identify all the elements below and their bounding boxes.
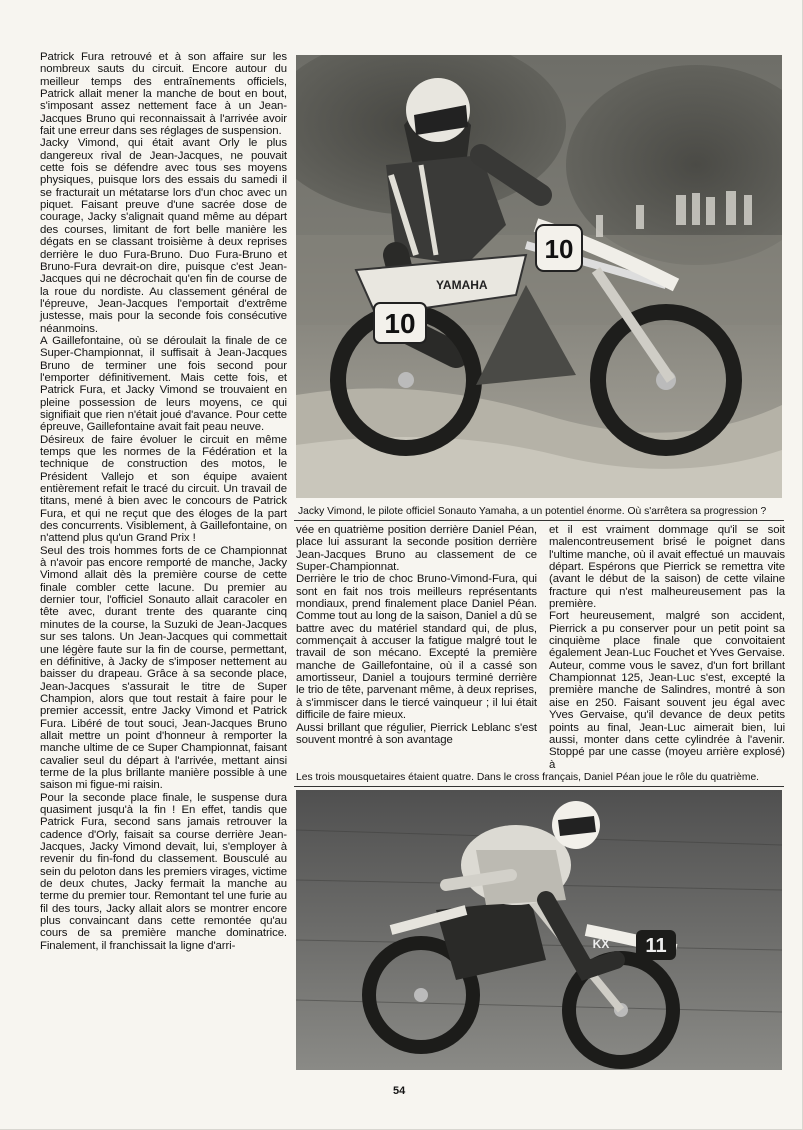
photo-motocross-jump <box>296 55 782 498</box>
photo-motocross-rider-image <box>296 790 782 1070</box>
paragraph: Aussi brillant que régulier, Pierrick Leblanc s'est souvent montré à son avantage <box>296 721 537 746</box>
divider-line <box>294 786 784 787</box>
photo-motocross-rider <box>296 790 782 1070</box>
page-number: 54 <box>393 1085 406 1097</box>
paragraph: Pour la seconde place finale, le suspense dura quasiment jusqu'à la fin ! En effet, tandis que Patrick Fura, second sans jamais retrouver la cadence d'Orly, faisait sa course derrière Jean-Jacques, Jacky Vimond devait, lui, s'employer à revenir du fin-fond du classement. Bousculé au sein du peloton dans les premiers virages, victime de deux chutes, Jacky fermait la manche au terme du premier tour. Remontant tel une furie au fil des tours, Jacky allait alors se montrer encore plus convaincant dans cette remontée qu'au cours de sa première manche dominatrice. Finalement, il franchissait la ligne d'arri- <box>40 791 287 952</box>
paragraph: Derrière le trio de choc Bruno-Vimond-Fura, qui sont en fait nos trois meilleurs représentants mondiaux, prend finalement place Daniel Péan. Comme tout au long de la saison, Daniel a dû se battre avec du matériel standard qui, de plus, commençait à accuser la fatigue malgré tout le travail de son mécano. Excepté la première manche de Gaillefontaine, où il a cassé son amortisseur, Daniel a toujours terminé derrière le trio de tête, parvenant même, à deux reprises, à s'immiscer dans le tiercé vainqueur ; il lui était difficile de faire mieux. <box>296 573 537 722</box>
divider-line <box>294 520 784 521</box>
plate-number-side: 10 <box>384 308 416 339</box>
bike-brand-label: YAMAHA <box>436 278 488 292</box>
paragraph: vée en quatrième position derrière Daniel Péan, place lui assurant la seconde position derrière Jean-Jacques Bruno au classement de ce Super-Championnat. <box>296 524 537 574</box>
text-column-middle <box>296 524 537 746</box>
plate-number-bottom: 11 <box>645 935 667 957</box>
paragraph: Patrick Fura retrouvé et à son affaire sur les nombreux sauts du circuit. Encore autour du meilleur temps des entraînements officiels, Patrick allait mener la manche de bout en bout, s'imposant assez nettement face à un Jean-Jacques Bruno qui reconnaissait à l'arrivée avoir fait une erreur dans ses réglages de suspension. <box>40 51 287 138</box>
photo-caption-bottom: Les trois mousquetaires étaient quatre. Dans le cross français, Daniel Péan joue le rôle du quatrième. <box>296 772 760 783</box>
paragraph: et il est vraiment dommage qu'il se soit malencontreusement brisé le poignet dans l'ultime manche, où il avait effectué un mauvais départ. Espérons que Pierrick se remettra vite (avant le début de la saison) de cette vilaine fracture qui n'est malheureusement pas la première. <box>549 524 785 611</box>
plate-prefix: KX <box>592 937 610 951</box>
text-column-left <box>40 51 287 952</box>
paragraph: Seul des trois hommes forts de ce Championnat à n'avoir pas encore remporté de manche, Jacky Vimond allait dès la première course de cette finale combler cette lacune. Du premier au dernier tour, l'officiel Sonauto allait caracoler en tête avec, durant trente des quarante cinq minutes de la course, la Suzuki de Jean-Jacques sur ses talons. Un Jean-Jacques qui commettait une légère faute sur la fin de course, permettant, en définitive, à Jacky de s'imposer nettement au baisser du drapeau. Grâce à sa seconde place, Jean-Jacques s'assurait le titre de Super Champion, alors que tout restait à faire pour le premier accessit, entre Jacky Vimond et Patrick Fura. Libéré de tout souci, Jean-Jacques Bruno allait mettre un point d'honneur à remporter la manche ultime de ce Super Championnat, faisant cavalier seul du départ à l'arrivée, mettant ainsi terme de la plus brillante manière possible à une saison mi figue-mi raisin. <box>40 544 287 792</box>
plate-number-front: 10 <box>544 234 574 264</box>
paragraph: Désireux de faire évoluer le circuit en même temps que les normes de la Fédération et la technique de construction des motos, le Président Vallejo et son équipe avaient entièrement refait le tracé du circuit. Un travail de titans, mené à bien avec le concours de Patrick Fura, et qui ne reçut que des éloges de la part des concurrents. Visiblement, à Gaillefontaine, on n'attend plus qu'un Grand Prix ! <box>40 433 287 545</box>
paragraph: Jacky Vimond, qui était avant Orly le plus dangereux rival de Jean-Jacques, ne pouvait cette fois se défendre avec tous ses moyens physiques, puisque lors des essais du samedi il se fracturait un métatarse lors d'un choc avec un piquet. Faisant preuve d'une sacrée dose de courage, Jacky s'alignait quand même au départ des courses, limitant de fort belle manière les dégats en se classant troisième à deux reprises derrière le duo Fura-Bruno. Duo Fura-Bruno et Bruno-Fura devrait-on dire, puisque c'est Jean-Jacques qui ne décrochait qu'en fin de course de la roue du nordiste. Au classement général de l'épreuve, Jean-Jacques l'emportait d'extrême justesse, mais pour la seconde fois consécutive néanmoins. <box>40 137 287 335</box>
paragraph: A Gaillefontaine, où se déroulait la finale de ce Super-Championnat, il suffisait à Jean-Jacques Bruno de terminer une fois second pour l'emporter définitivement. Mais cette fois, et Patrick Fura, et Jacky Vimond se trouvaient en pleine possession de leurs moyens, ce qui signifiait que rien n'était joué d'avance. Pour cette épreuve, Gaillefontaine avait fait peau neuve. <box>40 334 287 434</box>
photo-caption-top: Jacky Vimond, le pilote officiel Sonauto Yamaha, a un potentiel énorme. Où s'arrêtera sa progression ? <box>298 506 767 517</box>
paragraph: Fort heureusement, malgré son accident, Pierrick a pu conserver pour un petit point sa cinquième place finale que convoitaient également Jean-Luc Fouchet et Yves Gervaise. Auteur, comme vous le savez, d'un fort brillant Championnat 125, Jean-Luc s'est, excepté la première manche de Salindres, montré à son aise en 250. Faisant souvent jeu égal avec Yves Gervaise, qu'il devance de deux petits points au final, Jean-Luc aimerait bien, lui aussi, monter dans cette cylindrée à l'avenir. Stoppé par une casse (moyeu arrière explosé) à <box>549 610 785 771</box>
text-column-right <box>549 524 785 771</box>
photo-motocross-jump-image <box>296 55 782 498</box>
